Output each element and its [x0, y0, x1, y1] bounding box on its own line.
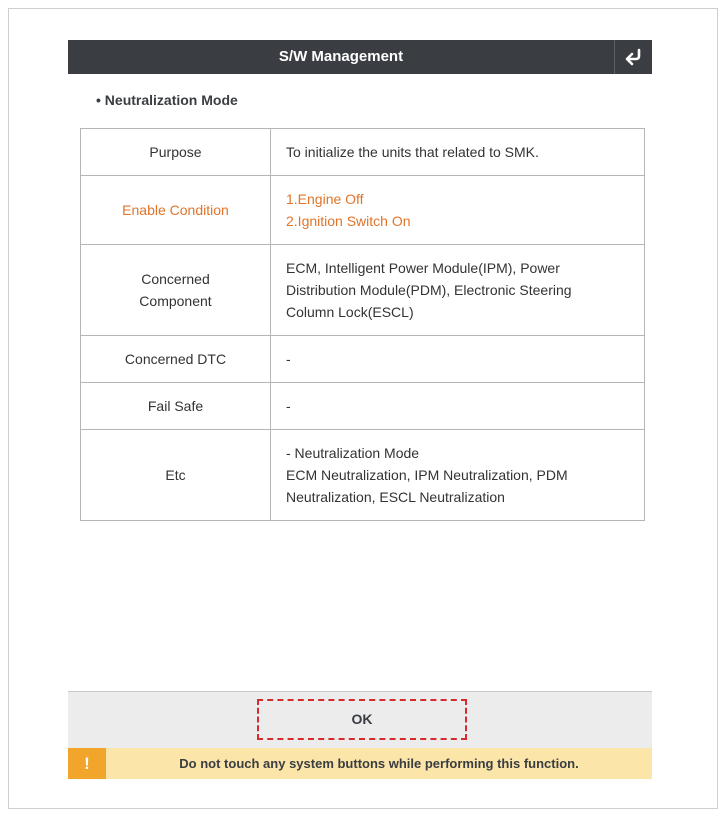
- row-value: [271, 336, 645, 383]
- row-value-line: ECM Neutralization, IPM Neutralization, PDM: [286, 467, 568, 483]
- row-label: [81, 383, 271, 430]
- row-label: [81, 245, 271, 336]
- row-value-line: -: [286, 351, 291, 367]
- title-bar: [68, 40, 652, 74]
- row-label: [81, 176, 271, 245]
- row-value-line: Distribution Module(PDM), Electronic Steering: [286, 282, 572, 298]
- row-label-line: Fail Safe: [147, 398, 204, 414]
- return-arrow-icon: [624, 48, 644, 66]
- back-button[interactable]: [614, 40, 652, 74]
- row-label-line: Purpose: [149, 144, 202, 160]
- row-value: [271, 129, 645, 176]
- row-value: [271, 383, 645, 430]
- warning-text: Do not touch any system buttons while performing this function.: [179, 756, 579, 771]
- row-label-line: Component: [139, 293, 212, 309]
- dialog-footer: [68, 691, 652, 748]
- window-title: S/W Management: [278, 48, 404, 65]
- row-label-line: Enable Condition: [122, 202, 229, 218]
- row-label-line: Etc: [165, 467, 186, 483]
- row-value-line: -: [286, 398, 291, 414]
- row-value: [271, 245, 645, 336]
- table-row: [81, 383, 645, 430]
- exclamation-icon: !: [68, 748, 106, 779]
- row-value-line: 2.Ignition Switch On: [286, 213, 411, 229]
- table-row: [81, 430, 645, 521]
- table-row: [81, 336, 645, 383]
- table-row: [81, 129, 645, 176]
- row-value: [271, 430, 645, 521]
- warning-bar: [68, 748, 652, 779]
- row-label-line: Concerned DTC: [124, 351, 227, 367]
- row-label: [81, 129, 271, 176]
- row-value-line: 1.Engine Off: [286, 191, 364, 207]
- table-row: [81, 245, 645, 336]
- row-value-line: Neutralization, ESCL Neutralization: [286, 489, 505, 505]
- row-value-line: - Neutralization Mode: [286, 445, 420, 461]
- table-row: [81, 176, 645, 245]
- row-value-line: To initialize the units that related to SMK.: [286, 144, 539, 160]
- row-value-line: ECM, Intelligent Power Module(IPM), Power: [286, 260, 560, 276]
- row-value: [271, 176, 645, 245]
- info-table: [80, 128, 645, 521]
- row-label-line: Concerned: [141, 271, 210, 287]
- row-label: [81, 430, 271, 521]
- row-value-line: Column Lock(ESCL): [286, 304, 414, 320]
- ok-button[interactable]: OK: [257, 699, 467, 740]
- section-title: • Neutralization Mode: [96, 92, 238, 108]
- row-label: [81, 336, 271, 383]
